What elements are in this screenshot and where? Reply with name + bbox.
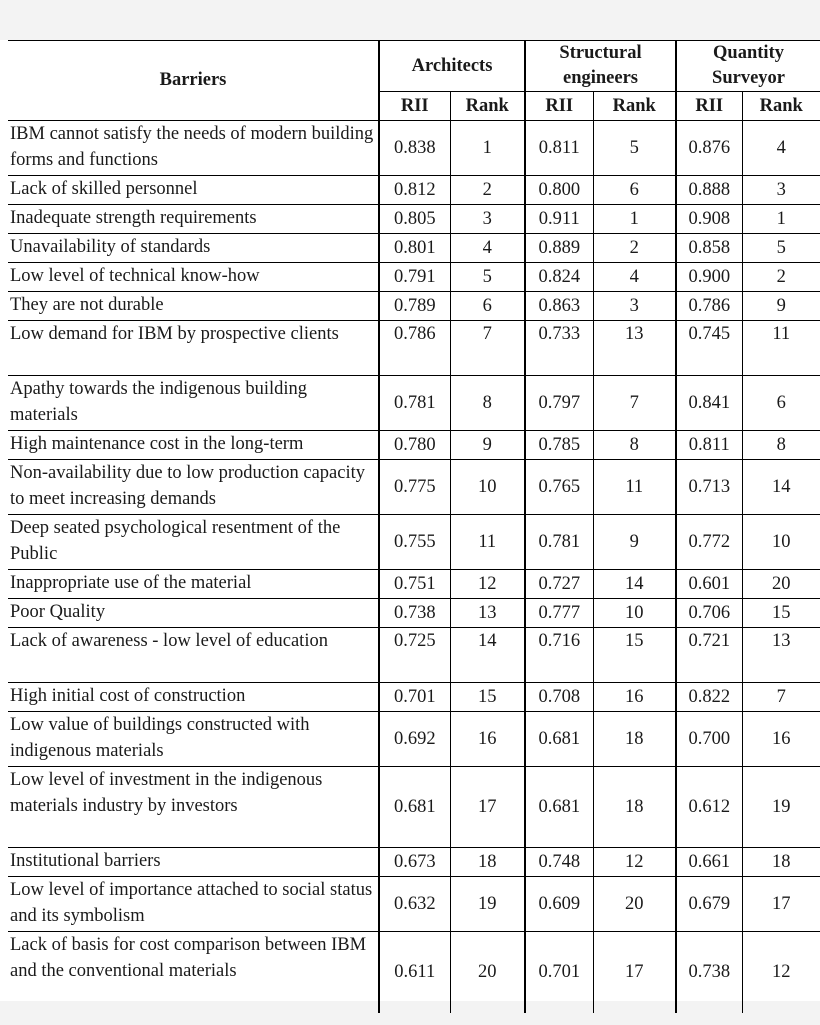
header-group-architects xyxy=(379,41,525,92)
barriers-table xyxy=(8,40,820,1013)
arch-rank-cell: 8 xyxy=(450,376,525,431)
se-rank-cell: 7 xyxy=(593,376,676,431)
qs-rank-cell: 4 xyxy=(742,121,820,176)
qs-rank-cell: 10 xyxy=(742,515,820,570)
se-rii-cell: 0.781 xyxy=(525,515,593,570)
qs-rii-cell: 0.786 xyxy=(676,292,742,321)
header-qs-rank: Rank xyxy=(742,92,820,121)
se-rii-cell: 0.681 xyxy=(525,767,593,848)
header-se-rank: Rank xyxy=(593,92,676,121)
arch-rank-cell: 7 xyxy=(450,321,525,376)
qs-rii-cell: 0.700 xyxy=(676,712,742,767)
se-rank-cell: 8 xyxy=(593,431,676,460)
arch-rii-cell: 0.751 xyxy=(379,570,450,599)
barrier-cell: Deep seated psychological resentment of the Public xyxy=(8,515,379,570)
se-rii-cell: 0.785 xyxy=(525,431,593,460)
qs-rank-cell: 1 xyxy=(742,205,820,234)
arch-rank-cell: 4 xyxy=(450,234,525,263)
qs-rank-cell: 17 xyxy=(742,877,820,932)
barrier-cell: Low level of importance attached to social status and its symbolism xyxy=(8,877,379,932)
se-rank-cell: 15 xyxy=(593,628,676,683)
qs-rank-cell: 16 xyxy=(742,712,820,767)
table-row xyxy=(8,628,820,683)
header-arch-rank: Rank xyxy=(450,92,525,121)
arch-rank-cell: 20 xyxy=(450,932,525,1013)
arch-rii-cell: 0.755 xyxy=(379,515,450,570)
arch-rii-cell: 0.786 xyxy=(379,321,450,376)
qs-rank-cell: 12 xyxy=(742,932,820,1013)
barrier-cell: Lack of basis for cost comparison between IBM and the conventional materials xyxy=(10,935,367,981)
arch-rii-cell: 0.673 xyxy=(379,848,450,877)
top-margin xyxy=(0,0,820,40)
qs-rii-cell: 0.745 xyxy=(676,321,742,376)
table-body xyxy=(8,121,820,1013)
arch-rank-cell: 12 xyxy=(450,570,525,599)
se-rii-cell: 0.716 xyxy=(525,628,593,683)
arch-rank-cell: 18 xyxy=(450,848,525,877)
barrier-cell: IBM cannot satisfy the needs of modern building forms and functions xyxy=(8,121,379,176)
qs-rii-cell: 0.713 xyxy=(676,460,742,515)
header-se-rii: RII xyxy=(525,92,593,121)
se-rank-cell: 12 xyxy=(593,848,676,877)
qs-rank-cell: 5 xyxy=(742,234,820,263)
qs-rank-cell: 7 xyxy=(742,683,820,712)
arch-rank-cell: 10 xyxy=(450,460,525,515)
se-rank-cell: 18 xyxy=(593,767,676,848)
qs-rank-cell: 8 xyxy=(742,431,820,460)
arch-rank-cell: 1 xyxy=(450,121,525,176)
arch-rank-cell: 16 xyxy=(450,712,525,767)
qs-rank-cell: 19 xyxy=(742,767,820,848)
arch-rii-cell: 0.692 xyxy=(379,712,450,767)
arch-rank-cell: 13 xyxy=(450,599,525,628)
barrier-cell: Inappropriate use of the material xyxy=(8,570,379,599)
arch-rii-cell: 0.701 xyxy=(379,683,450,712)
se-rank-cell: 5 xyxy=(593,121,676,176)
se-rii-cell: 0.863 xyxy=(525,292,593,321)
qs-rank-cell: 9 xyxy=(742,292,820,321)
qs-rank-cell: 6 xyxy=(742,376,820,431)
table-row xyxy=(8,321,820,376)
qs-rii-cell: 0.876 xyxy=(676,121,742,176)
arch-rii-cell: 0.805 xyxy=(379,205,450,234)
arch-rii-cell: 0.775 xyxy=(379,460,450,515)
arch-rii-cell: 0.781 xyxy=(379,376,450,431)
qs-rank-cell: 14 xyxy=(742,460,820,515)
table-row xyxy=(8,121,820,176)
arch-rii-cell: 0.791 xyxy=(379,263,450,292)
header-group-line1: Structural xyxy=(559,43,642,63)
barrier-cell: Inadequate strength requirements xyxy=(8,205,379,234)
header-group-structural-engineers xyxy=(525,41,676,92)
qs-rank-cell: 3 xyxy=(742,176,820,205)
header-row-groups xyxy=(8,41,820,92)
arch-rii-cell: 0.838 xyxy=(379,121,450,176)
qs-rii-cell: 0.612 xyxy=(676,767,742,848)
header-qs-rii: RII xyxy=(676,92,742,121)
table-row xyxy=(8,570,820,599)
table-row xyxy=(8,176,820,205)
arch-rii-cell: 0.738 xyxy=(379,599,450,628)
barrier-cell: Low demand for IBM by prospective clients xyxy=(8,321,379,376)
barrier-cell: Non-availability due to low production capacity to meet increasing demands xyxy=(8,460,379,515)
se-rank-cell: 18 xyxy=(593,712,676,767)
arch-rank-cell: 14 xyxy=(450,628,525,683)
table-row xyxy=(8,712,820,767)
se-rii-cell: 0.824 xyxy=(525,263,593,292)
se-rii-cell: 0.911 xyxy=(525,205,593,234)
qs-rii-cell: 0.721 xyxy=(676,628,742,683)
barrier-cell: Poor Quality xyxy=(8,599,379,628)
arch-rank-cell: 6 xyxy=(450,292,525,321)
se-rii-cell: 0.733 xyxy=(525,321,593,376)
qs-rii-cell: 0.811 xyxy=(676,431,742,460)
header-group-quantity-surveyor xyxy=(676,41,820,92)
barrier-cell: They are not durable xyxy=(8,292,379,321)
barrier-cell: Lack of skilled personnel xyxy=(8,176,379,205)
table-row xyxy=(8,877,820,932)
qs-rii-cell: 0.841 xyxy=(676,376,742,431)
se-rii-cell: 0.811 xyxy=(525,121,593,176)
qs-rank-cell: 15 xyxy=(742,599,820,628)
table-row xyxy=(8,932,820,1013)
se-rank-cell: 2 xyxy=(593,234,676,263)
barrier-cell: Lack of awareness - low level of education xyxy=(8,628,379,683)
arch-rank-cell: 11 xyxy=(450,515,525,570)
qs-rii-cell: 0.772 xyxy=(676,515,742,570)
se-rii-cell: 0.748 xyxy=(525,848,593,877)
table-row xyxy=(8,234,820,263)
se-rank-cell: 17 xyxy=(593,932,676,1013)
se-rank-cell: 10 xyxy=(593,599,676,628)
arch-rii-cell: 0.632 xyxy=(379,877,450,932)
table-row xyxy=(8,292,820,321)
table-row xyxy=(8,848,820,877)
header-group-line1: Quantity xyxy=(713,43,784,63)
arch-rank-cell: 2 xyxy=(450,176,525,205)
barrier-cell: Institutional barriers xyxy=(8,848,379,877)
barrier-cell: Low value of buildings constructed with indigenous materials xyxy=(8,712,379,767)
se-rank-cell: 4 xyxy=(593,263,676,292)
se-rii-cell: 0.681 xyxy=(525,712,593,767)
header-group-line2: engineers xyxy=(563,68,639,88)
header-group-line2: Surveyor xyxy=(712,68,785,88)
arch-rii-cell: 0.681 xyxy=(379,767,450,848)
arch-rii-cell: 0.725 xyxy=(379,628,450,683)
barrier-cell: Unavailability of standards xyxy=(8,234,379,263)
se-rank-cell: 3 xyxy=(593,292,676,321)
qs-rii-cell: 0.900 xyxy=(676,263,742,292)
arch-rank-cell: 19 xyxy=(450,877,525,932)
barrier-cell: Apathy towards the indigenous building materials xyxy=(8,376,379,431)
arch-rii-cell: 0.801 xyxy=(379,234,450,263)
qs-rii-cell: 0.908 xyxy=(676,205,742,234)
header-group-line1: Architects xyxy=(411,56,493,76)
se-rii-cell: 0.727 xyxy=(525,570,593,599)
table-row xyxy=(8,376,820,431)
se-rank-cell: 14 xyxy=(593,570,676,599)
table-row xyxy=(8,683,820,712)
se-rii-cell: 0.797 xyxy=(525,376,593,431)
qs-rii-cell: 0.858 xyxy=(676,234,742,263)
table-row xyxy=(8,515,820,570)
arch-rii-cell: 0.812 xyxy=(379,176,450,205)
se-rii-cell: 0.800 xyxy=(525,176,593,205)
se-rank-cell: 13 xyxy=(593,321,676,376)
se-rii-cell: 0.701 xyxy=(525,932,593,1013)
arch-rii-cell: 0.611 xyxy=(379,932,450,1013)
se-rank-cell: 16 xyxy=(593,683,676,712)
qs-rii-cell: 0.706 xyxy=(676,599,742,628)
table-row xyxy=(8,431,820,460)
barrier-cell: Low level of investment in the indigenous materials industry by investors xyxy=(8,767,379,848)
arch-rii-cell: 0.789 xyxy=(379,292,450,321)
qs-rii-cell: 0.661 xyxy=(676,848,742,877)
barrier-cell: High initial cost of construction xyxy=(8,683,379,712)
barriers-table-container xyxy=(8,40,820,1013)
arch-rank-cell: 9 xyxy=(450,431,525,460)
table-row xyxy=(8,599,820,628)
se-rii-cell: 0.708 xyxy=(525,683,593,712)
se-rii-cell: 0.765 xyxy=(525,460,593,515)
se-rank-cell: 1 xyxy=(593,205,676,234)
arch-rii-cell: 0.780 xyxy=(379,431,450,460)
arch-rank-cell: 3 xyxy=(450,205,525,234)
qs-rank-cell: 20 xyxy=(742,570,820,599)
qs-rii-cell: 0.679 xyxy=(676,877,742,932)
qs-rii-cell: 0.822 xyxy=(676,683,742,712)
arch-rank-cell: 15 xyxy=(450,683,525,712)
header-arch-rii: RII xyxy=(379,92,450,121)
arch-rank-cell: 17 xyxy=(450,767,525,848)
se-rank-cell: 20 xyxy=(593,877,676,932)
se-rank-cell: 6 xyxy=(593,176,676,205)
se-rii-cell: 0.777 xyxy=(525,599,593,628)
se-rank-cell: 9 xyxy=(593,515,676,570)
table-row xyxy=(8,767,820,848)
qs-rank-cell: 18 xyxy=(742,848,820,877)
qs-rii-cell: 0.601 xyxy=(676,570,742,599)
qs-rank-cell: 13 xyxy=(742,628,820,683)
se-rank-cell: 11 xyxy=(593,460,676,515)
header-barriers: Barriers xyxy=(8,41,379,121)
qs-rank-cell: 2 xyxy=(742,263,820,292)
arch-rank-cell: 5 xyxy=(450,263,525,292)
table-row xyxy=(8,263,820,292)
qs-rii-cell: 0.738 xyxy=(676,932,742,1013)
table-row xyxy=(8,205,820,234)
barrier-cell: Low level of technical know-how xyxy=(8,263,379,292)
se-rii-cell: 0.889 xyxy=(525,234,593,263)
se-rii-cell: 0.609 xyxy=(525,877,593,932)
qs-rii-cell: 0.888 xyxy=(676,176,742,205)
qs-rank-cell: 11 xyxy=(742,321,820,376)
table-row xyxy=(8,460,820,515)
barrier-cell: High maintenance cost in the long-term xyxy=(8,431,379,460)
